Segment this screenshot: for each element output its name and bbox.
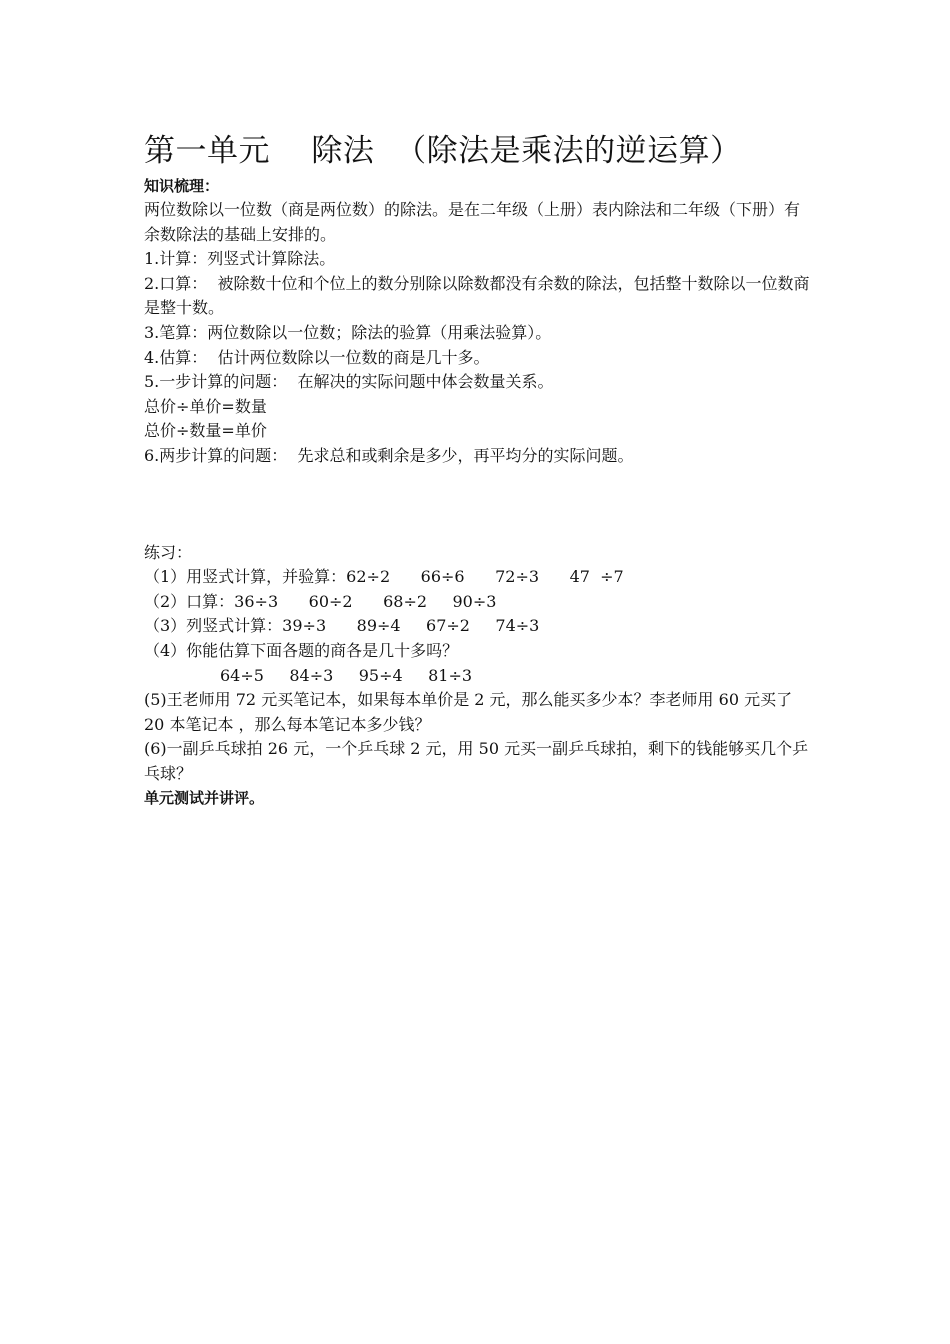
formula-unit-price: 总价÷数量=单价 — [144, 421, 267, 441]
knowledge-intro: 两位数除以一位数（商是两位数）的除法。是在二年级（上册）表内除法和二年级（下册）有余数除法的基础上安排的。 — [144, 200, 801, 244]
practice-question-2: （2）口算：36÷3 60÷2 68÷2 90÷3 — [144, 591, 497, 611]
knowledge-item-6: 6.两步计算的问题： 先求总和或剩余是多少，再平均分的实际问题。 — [144, 445, 634, 465]
practice-heading: 练习： — [144, 542, 193, 562]
practice-question-3: （3）列竖式计算：39÷3 89÷4 67÷2 74÷3 — [144, 616, 540, 636]
knowledge-heading: 知识梳理： — [144, 177, 220, 195]
document-page — [144, 128, 814, 810]
knowledge-item-5: 5.一步计算的问题： 在解决的实际问题中体会数量关系。 — [144, 372, 554, 392]
page-title: 第一单元 除法 （除法是乘法的逆运算） — [144, 133, 742, 169]
practice-question-1: （1）用竖式计算，并验算：62÷2 66÷6 72÷3 47 ÷7 — [144, 567, 624, 587]
knowledge-item-3: 3.笔算：两位数除以一位数；除法的验算（用乘法验算）。 — [144, 322, 552, 342]
formula-quantity: 总价÷单价=数量 — [144, 396, 267, 416]
section-spacer — [144, 469, 814, 541]
practice-question-4-calcs: 64÷5 84÷3 95÷4 81÷3 — [220, 665, 473, 685]
knowledge-item-2: 2.口算： 被除数十位和个位上的数分别除以除数都没有余数的除法，包括整十数除以一位数商是整十数。 — [144, 273, 810, 318]
knowledge-item-1: 1.计算：列竖式计算除法。 — [144, 249, 336, 269]
closing-note: 单元测试并讲评。 — [144, 789, 265, 808]
practice-question-6: (6)一副乒乓球拍 26 元，一个乒乓球 2 元，用 50 元买一副乒乓球拍，剩下的钱能够买几个乒乓球？ — [144, 739, 809, 783]
knowledge-item-4: 4.估算： 估计两位数除以一位数的商是几十多。 — [144, 347, 490, 367]
practice-question-4: （4）你能估算下面各题的商各是几十多吗？ — [144, 640, 459, 660]
practice-question-5: (5)王老师用 72 元买笔记本，如果每本单价是 2 元，那么能买多少本？李老师用 60 元买了 20 本笔记本 ，那么每本笔记本多少钱？ — [144, 690, 798, 734]
